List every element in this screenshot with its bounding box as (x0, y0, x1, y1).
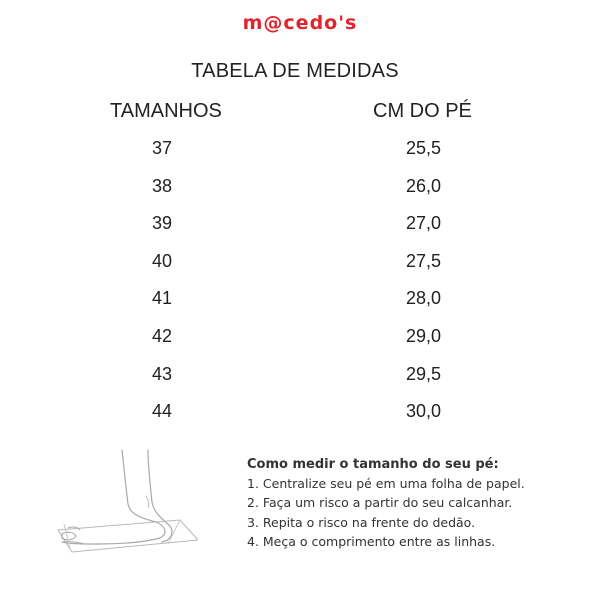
brand-logo: m@cedo's (242, 12, 358, 34)
size-value: 37 (152, 138, 173, 158)
cm-value: 26,0 (406, 175, 442, 196)
cm-value: 28,0 (406, 288, 442, 309)
size-value: 41 (152, 288, 173, 309)
size-value: 40 (152, 250, 173, 271)
size-value: 43 (152, 363, 173, 384)
instruction-step: 3. Repita o risco na frente do dedão. (247, 514, 476, 530)
table-row (0, 176, 600, 214)
size-value: 42 (152, 325, 173, 346)
size-value: 38 (152, 175, 173, 196)
instructions-heading: Como medir o tamanho do seu pé: (247, 457, 499, 472)
foot-measure-icon (48, 448, 198, 563)
size-value: 44 (152, 401, 173, 422)
size-table (0, 138, 600, 439)
table-row (0, 251, 600, 289)
cm-value: 29,0 (406, 325, 442, 346)
cm-value: 27,5 (406, 250, 442, 271)
cm-value: 30,0 (406, 401, 442, 422)
table-row (0, 364, 600, 402)
table-row (0, 326, 600, 364)
column-header-cm: CM DO PÉ (373, 100, 472, 122)
cm-value: 29,5 (406, 363, 442, 384)
size-value: 39 (152, 213, 173, 234)
cm-value: 27,0 (406, 213, 442, 234)
page-title: TABELA DE MEDIDAS (191, 60, 399, 82)
column-header-sizes: TAMANHOS (110, 100, 222, 122)
table-row (0, 213, 600, 251)
instruction-step: 1. Centralize seu pé em uma folha de papel. (247, 476, 525, 492)
table-row (0, 401, 600, 439)
instruction-step: 2. Faça um risco a partir do seu calcanhar. (247, 495, 513, 511)
table-row (0, 138, 600, 176)
table-row (0, 288, 600, 326)
measure-instructions (247, 455, 587, 551)
instruction-step: 4. Meça o comprimento entre as linhas. (247, 533, 496, 549)
cm-value: 25,5 (406, 138, 442, 158)
